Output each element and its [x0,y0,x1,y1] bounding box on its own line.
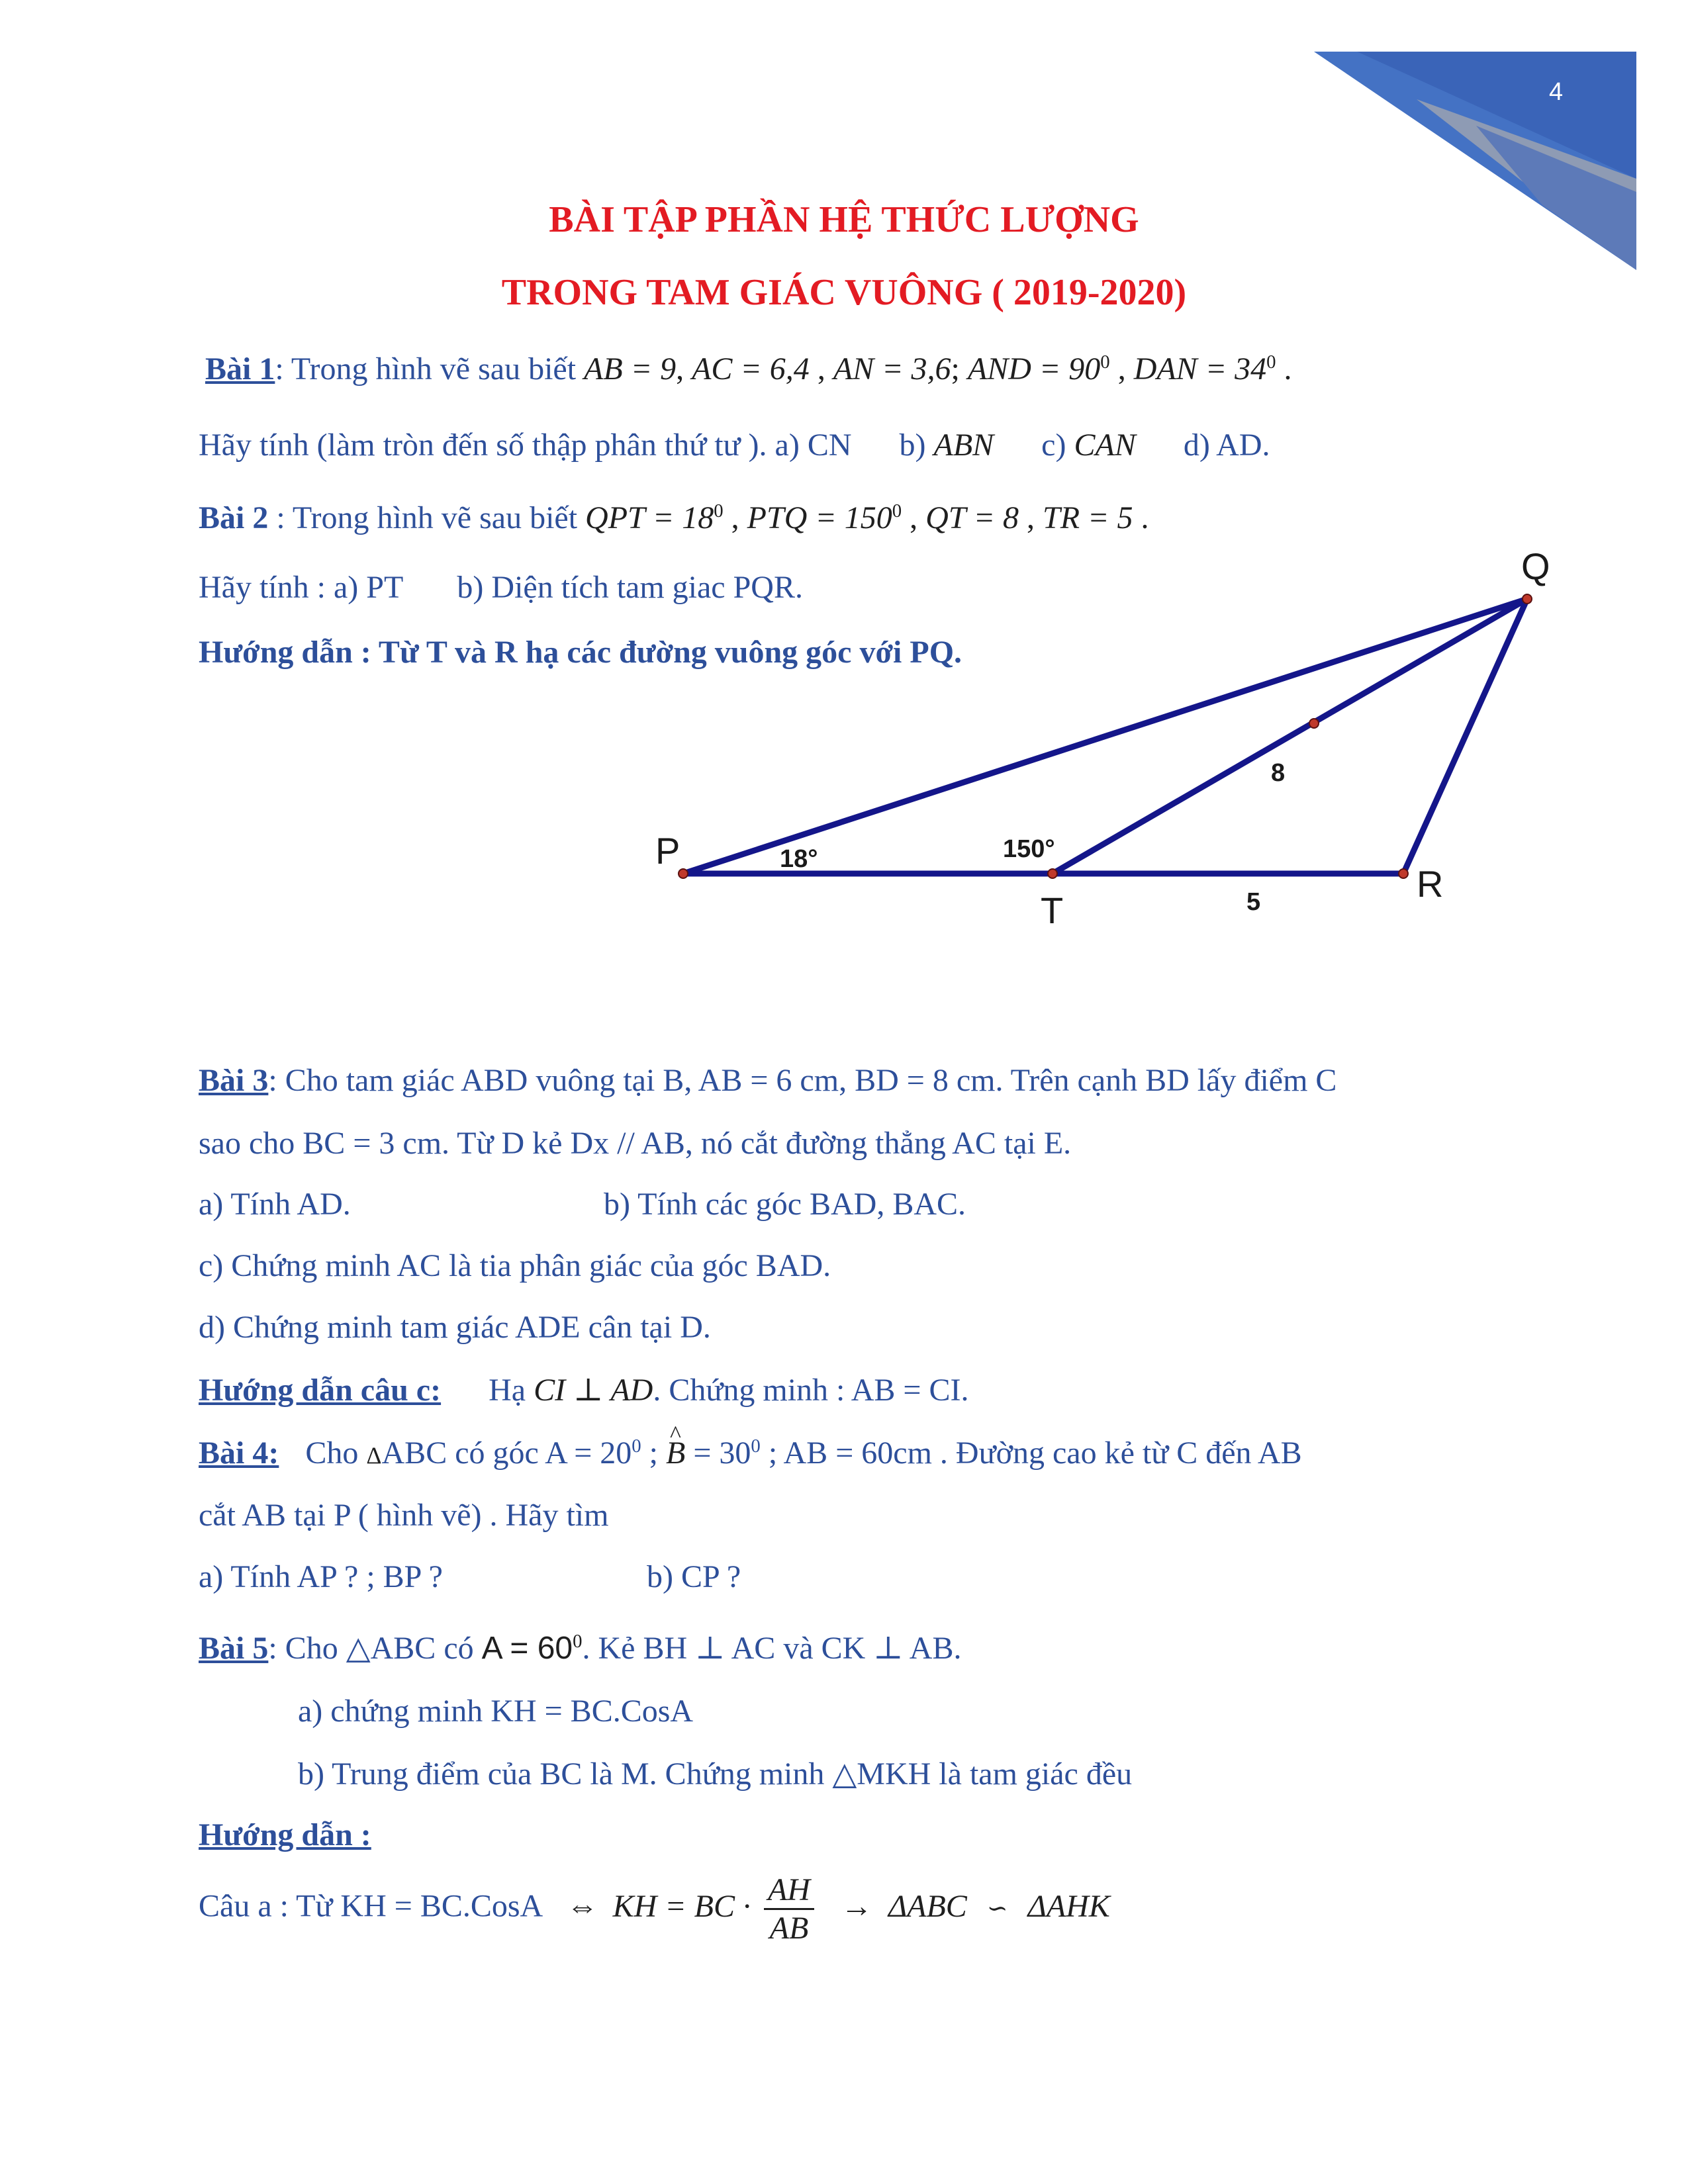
bai1-qb-label: b) [899,428,926,463]
bai5-hint-a-text: Câu a : Từ KH = BC.CosA [199,1888,541,1924]
bai5-text-b: . Kẻ BH ⊥ AC và CK ⊥ AB. [582,1631,962,1666]
bai2-deg-2: 0 [892,500,902,522]
bai1-deg-2: 0 [1266,351,1276,373]
bai1-given-ab: AB = 9 [584,351,677,387]
bai4-text-1 [199,1435,1302,1471]
angle-p-label: 18° [780,845,818,873]
bai1-qb: ABN [933,428,994,463]
bai4-text1-d: = 30 [685,1435,751,1471]
bai4-label: Bài 4: [199,1435,279,1471]
bai2-label: Bài 2 [199,500,269,535]
bai1-given-ac: AC = 6,4 [692,351,810,387]
bai4-text1-e: ; AB = 60cm . Đường cao kẻ từ C đến AB [760,1435,1302,1471]
label-r: R [1417,863,1444,905]
point-r [1399,869,1408,878]
label-q: Q [1521,545,1550,587]
bai2-given-tr: TR = 5 [1043,500,1133,535]
bai4-text-2: cắt AB tại P ( hình vẽ) . Hãy tìm [199,1498,609,1533]
bai2-given: Bài 2 : Trong hình vẽ sau biết QPT = $18^0$ , PTQ = $150^0$ , QT = 8 , TR = 5 . [199,500,1149,535]
bai3-text-2: sao cho BC = 3 cm. Từ D kẻ Dx // AB, nó cắt đường thẳng AC tại E. [199,1126,1072,1161]
bai3-text1: : Cho tam giác ABD vuông tại B, AB = 6 cm, BD = 8 cm. Trên cạnh BD lấy điểm C [268,1063,1337,1098]
segment-rq [1403,599,1527,874]
bai4-text1-c: ; [641,1435,667,1471]
bai5-sim-left: ΔABC [888,1888,967,1924]
bai3-hint-pre: Hạ [489,1373,534,1408]
bai5-text-a: : Cho △ABC có [268,1631,482,1666]
bai3-qa: a) Tính AD. [199,1187,351,1222]
bai1-intro: : Trong hình vẽ sau biết [275,351,585,387]
angle-t-label: 150° [1003,835,1055,863]
segment-pq [683,599,1527,874]
bai3-qd: d) Chứng minh tam giác ADE cân tại D. [199,1310,711,1345]
bai2-intro: : Trong hình vẽ sau biết [268,500,586,535]
bai3-hint [199,1371,968,1408]
title-line-1: BÀI TẬP PHẦN HỆ THỨC LƯỢNG [549,199,1139,240]
page-number: 4 [1549,78,1564,106]
bai5-angle-a: A = 60 [481,1631,573,1666]
bai3-hint-post: . Chứng minh : AB = CI. [653,1373,969,1408]
length-qt-label: 8 [1271,759,1286,787]
bai1-question-intro: Hãy tính (làm tròn đến số thập phân thứ tư ). a) CN [199,428,852,463]
fraction-denominator: AB [769,1911,809,1946]
bai1-given-and: AND = 90 [967,351,1101,387]
bai1-label: Bài 1 [205,351,275,387]
point-q [1523,594,1532,604]
bai3-hint-label: Hướng dẫn câu c: [199,1373,442,1408]
bai5-hint-label: Hướng dẫn : [199,1817,371,1852]
bai4-deg-2: 0 [751,1435,761,1457]
bai5-eq-left: KH = BC · [612,1888,751,1924]
bai4-qb: b) CP ? [647,1559,741,1594]
bai5-sim-right: ΔAHK [1027,1888,1110,1924]
bai1-given: Bài 1: Trong hình vẽ sau biết AB = 9, AC = 6,4 , AN = 3,6; AND = $90^0$ , DAN = $34^0$ . [205,351,1292,387]
triangle-figure [0,0,1688,960]
bai5-text [199,1629,961,1666]
bai1-given-dan: DAN = 34 [1133,351,1267,387]
bai2-qa: Hãy tính : a) PT [199,570,403,605]
length-tr-label: 5 [1246,888,1261,916]
bai5-deg: 0 [573,1631,583,1652]
fraction-ah-ab [764,1872,814,1946]
bai3-qb: b) Tính các góc BAD, BAC. [604,1187,966,1222]
title-line-2: TRONG TAM GIÁC VUÔNG ( 2019-2020) [501,272,1187,313]
iff-symbol: ⇔ [566,1888,598,1924]
bai4-text1-b: ABC có góc A = 20 [381,1435,632,1471]
bai5-qb: b) Trung điểm của BC là M. Chứng minh △MKH là tam giác đều [298,1756,1133,1792]
bai5-label: Bài 5 [199,1631,269,1666]
point-mid [1309,719,1319,728]
bai4-b-hat: ^ B [666,1435,685,1471]
bai3-text-1 [199,1062,1336,1099]
bai2-deg-1: 0 [714,500,724,522]
bai4-triangle: Δ [366,1442,382,1469]
bai1-qc-label: c) [1041,428,1066,463]
segment-tq [1053,599,1527,874]
bai4-qa: a) Tính AP ? ; BP ? [199,1559,443,1594]
bai1-qc: CAN [1074,428,1136,463]
bai2-given-ptq: PTQ = 150 [747,500,892,535]
bai2-hint: Hướng dẫn : Từ T và R hạ các đường vuông góc với PQ. [199,635,962,670]
bai1-deg-1: 0 [1100,351,1110,373]
bai5-hint-a [199,1872,1110,1946]
arrow-symbol: → [840,1888,872,1924]
label-t: T [1041,889,1064,931]
bai2-qb: b) Diện tích tam giac PQR. [457,570,803,605]
bai1-qd: d) AD. [1183,428,1270,463]
bai2-given-qt: QT = 8 [925,500,1019,535]
bai5-qa: a) chứng minh KH = BC.CosA [298,1694,694,1729]
label-p: P [655,830,680,872]
bai2-given-qpt: QPT = 18 [585,500,714,535]
bai3-qc: c) Chứng minh AC là tia phân giác của góc BAD. [199,1248,831,1283]
similar-symbol: ∽ [986,1894,1008,1923]
point-t [1048,869,1057,878]
bai1-given-an: AN = 3,6 [833,351,951,387]
fraction-numerator: AH [764,1872,814,1910]
bai3-label: Bài 3 [199,1063,269,1098]
bai4-deg-1: 0 [632,1435,641,1457]
bai4-text1-a: Cho [305,1435,367,1471]
bai3-hint-math: CI ⊥ AD [534,1373,653,1408]
